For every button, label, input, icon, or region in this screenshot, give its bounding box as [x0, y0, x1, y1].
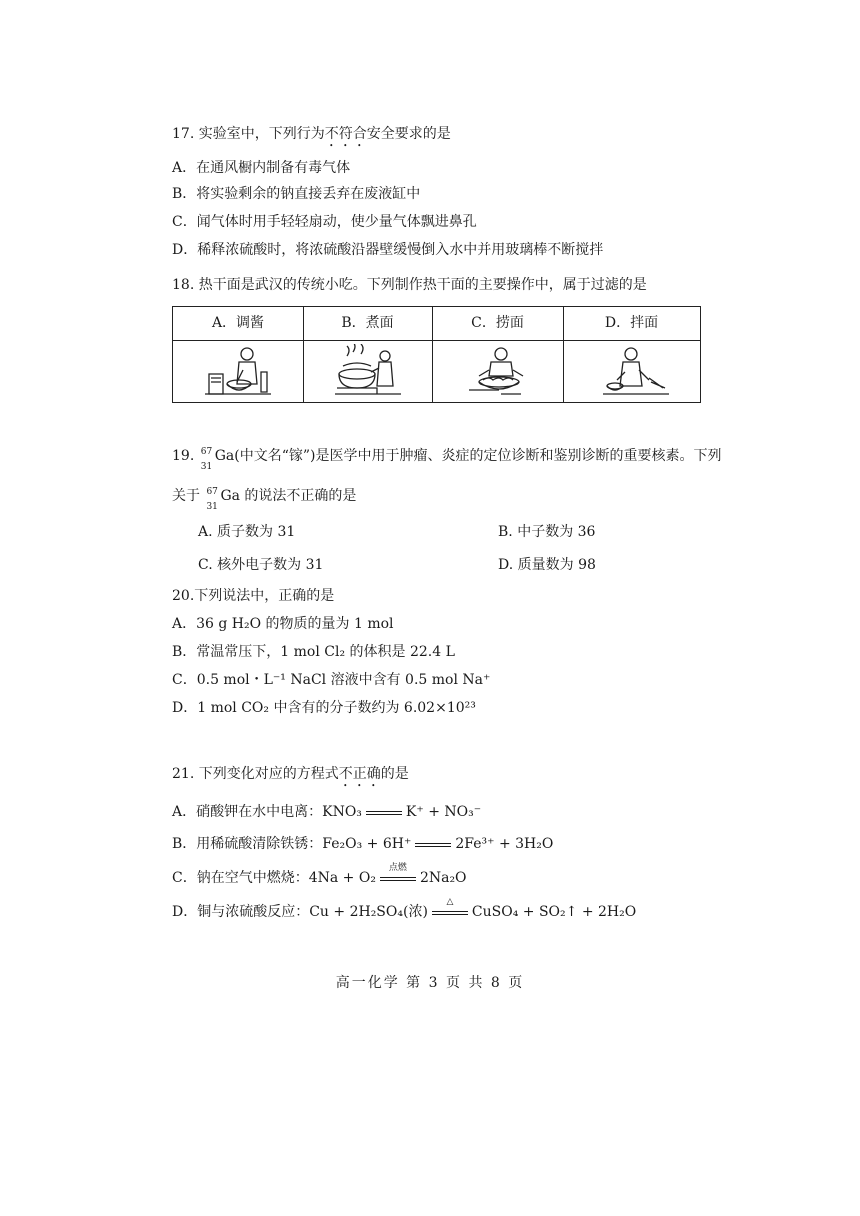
q18-option-c: C．捞面 — [471, 315, 524, 331]
q20-option-b: B．常温常压下，1 mol Cl₂ 的体积是 22.4 L — [172, 644, 455, 660]
q17-stem: 17. 实验室中，下列行为不符合安全要求的是 — [172, 126, 451, 142]
q20-option-a: A．36 g H₂O 的物质的量为 1 mol — [172, 616, 394, 632]
q17-option-a: A．在通风橱内制备有毒气体 — [172, 160, 351, 176]
gallium-isotope-2: 67 31 — [206, 487, 218, 512]
q21-stem: 21. 下列变化对应的方程式不正确的是 — [172, 766, 409, 782]
q19-stem-line2: 关于 67 31 Ga 的说法不正确的是 — [172, 487, 357, 512]
q18-options-table — [172, 306, 701, 403]
equals-sign-icon — [413, 834, 453, 854]
q17-option-c: C．闻气体时用手轻轻扇动，使少量气体飘进鼻孔 — [172, 214, 477, 230]
q19-option-c: C. 核外电子数为 31 — [198, 557, 324, 573]
q21-option-a: A．硝酸钾在水中电离：KNO₃ K⁺ + NO₃⁻ — [172, 804, 482, 820]
q18-option-a: A．调酱 — [211, 315, 265, 331]
q20-option-c: C．0.5 mol・L⁻¹ NaCl 溶液中含有 0.5 mol Na⁺ — [172, 672, 491, 688]
q19-option-d: D. 质量数为 98 — [498, 557, 596, 573]
q21-option-c: C．钠在空气中燃烧：4Na + O₂ 点燃 2Na₂O — [172, 863, 467, 886]
q18-option-d: D．拌面 — [604, 315, 659, 331]
equals-sign-icon — [364, 802, 404, 822]
q20-stem: 20.下列说法中，正确的是 — [172, 588, 335, 604]
straining-noodles-illustration — [465, 344, 535, 400]
q19-option-b: B. 中子数为 36 — [498, 524, 596, 540]
q20-option-d: D．1 mol CO₂ 中含有的分子数约为 6.02×10²³ — [172, 700, 476, 716]
gallium-isotope: 67 31 — [200, 447, 213, 472]
q18-option-b: B．煮面 — [341, 315, 394, 331]
mixing-sauce-illustration — [203, 344, 273, 400]
page-footer: 高一化学 第 3 页 共 8 页 — [335, 975, 525, 991]
q18-stem: 18. 热干面是武汉的传统小吃。下列制作热干面的主要操作中，属于过滤的是 — [172, 277, 647, 293]
q17-option-b: B．将实验剩余的钠直接丢弃在废液缸中 — [172, 186, 421, 202]
heating-equals-sign: △ — [430, 902, 470, 922]
q19-option-a: A. 质子数为 31 — [198, 524, 296, 540]
q21-option-b: B．用稀硫酸清除铁锈：Fe₂O₃ + 6H⁺ 2Fe³⁺ + 3H₂O — [172, 836, 554, 852]
mixing-noodles-illustration — [601, 344, 671, 400]
boiling-noodles-illustration — [333, 344, 403, 400]
q21-option-d: D．铜与浓硫酸反应：Cu + 2H₂SO₄(浓) △ CuSO₄ + SO₂↑ + 2H₂O — [172, 897, 637, 920]
q19-stem-line1: 19. 67 31 Ga(中文名“镓”)是医学中用于肿瘤、炎症的定位诊断和鉴别诊断的重要核素。下列 — [172, 447, 722, 472]
q17-option-d: D．稀释浓硫酸时，将浓硫酸沿器壁缓慢倒入水中并用玻璃棒不断搅拌 — [172, 242, 604, 258]
ignition-equals-sign: 点燃 — [378, 868, 418, 888]
